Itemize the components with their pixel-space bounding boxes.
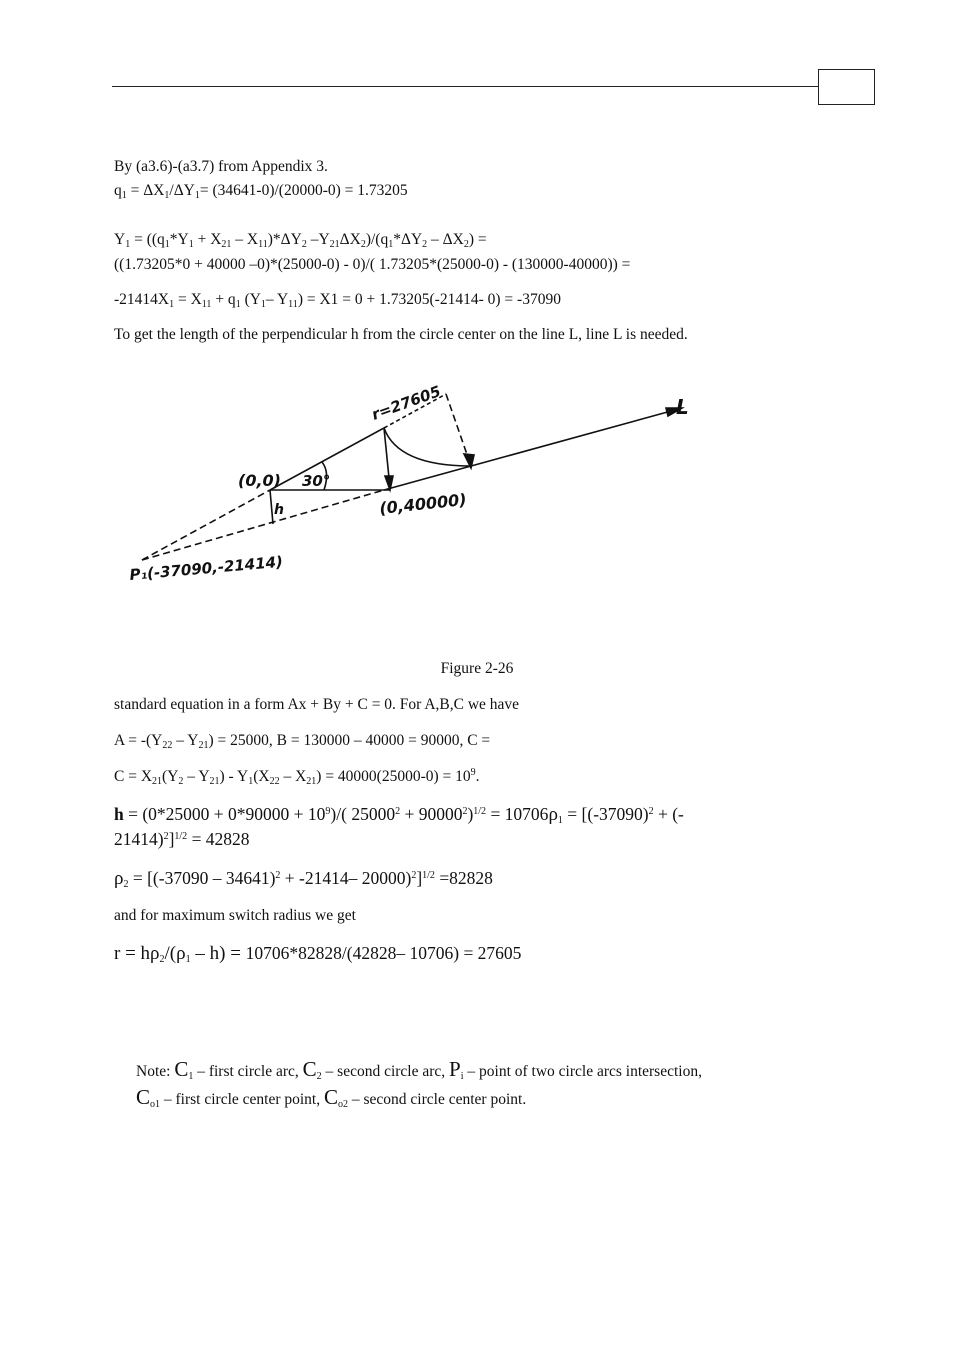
r-label: r=27605	[369, 382, 444, 424]
h-equation-cont: 21414)$^2$]$^{1/2}$ = 42828	[114, 829, 250, 849]
max-radius-text: and for maximum switch radius we get	[114, 907, 356, 924]
x1-equation: $-21414X_1 = X_{11} + q_1$ ($Y_1-$ $Y_{11}) = X1 = 0 + 1.73205(-21414-$ 0) = -37090	[114, 291, 561, 310]
point-label: (0,40000)	[378, 489, 468, 518]
line-L	[384, 408, 682, 490]
figure-2-26	[126, 362, 710, 642]
line-h	[270, 490, 273, 524]
header-rule	[112, 86, 818, 87]
origin-label: (0,0)	[238, 471, 281, 490]
y1-equation: $Y_1 = ((q_1*Y_1 + X_{21} - X_{11})*\Delta Y_2$ $-Y_{21}\Delta X_2)/(q_1*\Delta Y_2 - \Delta X_2)$ =	[114, 231, 487, 250]
switch-arc	[384, 428, 471, 466]
h-equation: $h = (0*25000 + 0*90000 + 10^9)/$( $25000^2 + 90000^2)^{1/2} = 10706\rho_1 = [(-37090)^2$ + (-	[114, 804, 684, 826]
dashed-p1-origin	[142, 490, 270, 560]
note-line-2: $C_{o1}$ – first circle center point, $C_{o2}$ – second circle center point.	[136, 1085, 527, 1110]
abc-equation: $A = -(Y_{22} - Y_{21}) = 25000$, B = 130000 – 40000 = 90000, C =	[114, 732, 491, 751]
note-line-1: Note: $C_1$ – first circle arc, $C_2$ – second circle arc, $P_i$ – point of two circle arcs intersection,	[136, 1057, 702, 1082]
q1-equation: $q_1 = \Delta X_1/\Delta Y_1= (34641-0)/(20000-0) = 1.73205$	[114, 182, 408, 201]
h-label: h	[274, 502, 284, 518]
rho2-equation: $\rho_2 = [(-37090 - 34641)^2 + -21414-$ 20000)$^2$]$^{1/2}$ =82828	[114, 868, 493, 890]
c-equation: $C = X_{21}(Y_2 - Y_{21}) - Y_1(X_{22} - X_{21}) = 40000(25000-0) = 10^9$.	[114, 767, 480, 787]
figure-caption: Figure 2-26	[440, 660, 514, 677]
y1-equation-cont: ((1.73205*0 + 40000 –0)*(25000-0) - 0)/( 1.73205*(25000-0) - (130000-40000)) =	[114, 256, 631, 273]
angle-label: 30°	[302, 472, 331, 490]
dashed-p1-point	[142, 490, 384, 560]
standard-equation-text: standard equation in a form Ax + By + C = 0. For A,B,C we have	[114, 696, 520, 713]
r-equation: $r = h\rho_2/(\rho_1 - h) = 10706*82828/(42828-$ 10706) = 27605	[114, 943, 522, 965]
intro-line: By (a3.6)-(a3.7) from Appendix 3.	[114, 158, 328, 175]
L-label: L	[676, 395, 689, 419]
p1-label: P₁(-37090,-21414)	[128, 552, 284, 584]
perpendicular-text: To get the length of the perpendicular h from the circle center on the line L, line L is needed.	[114, 326, 688, 343]
page-number-box	[818, 69, 875, 105]
